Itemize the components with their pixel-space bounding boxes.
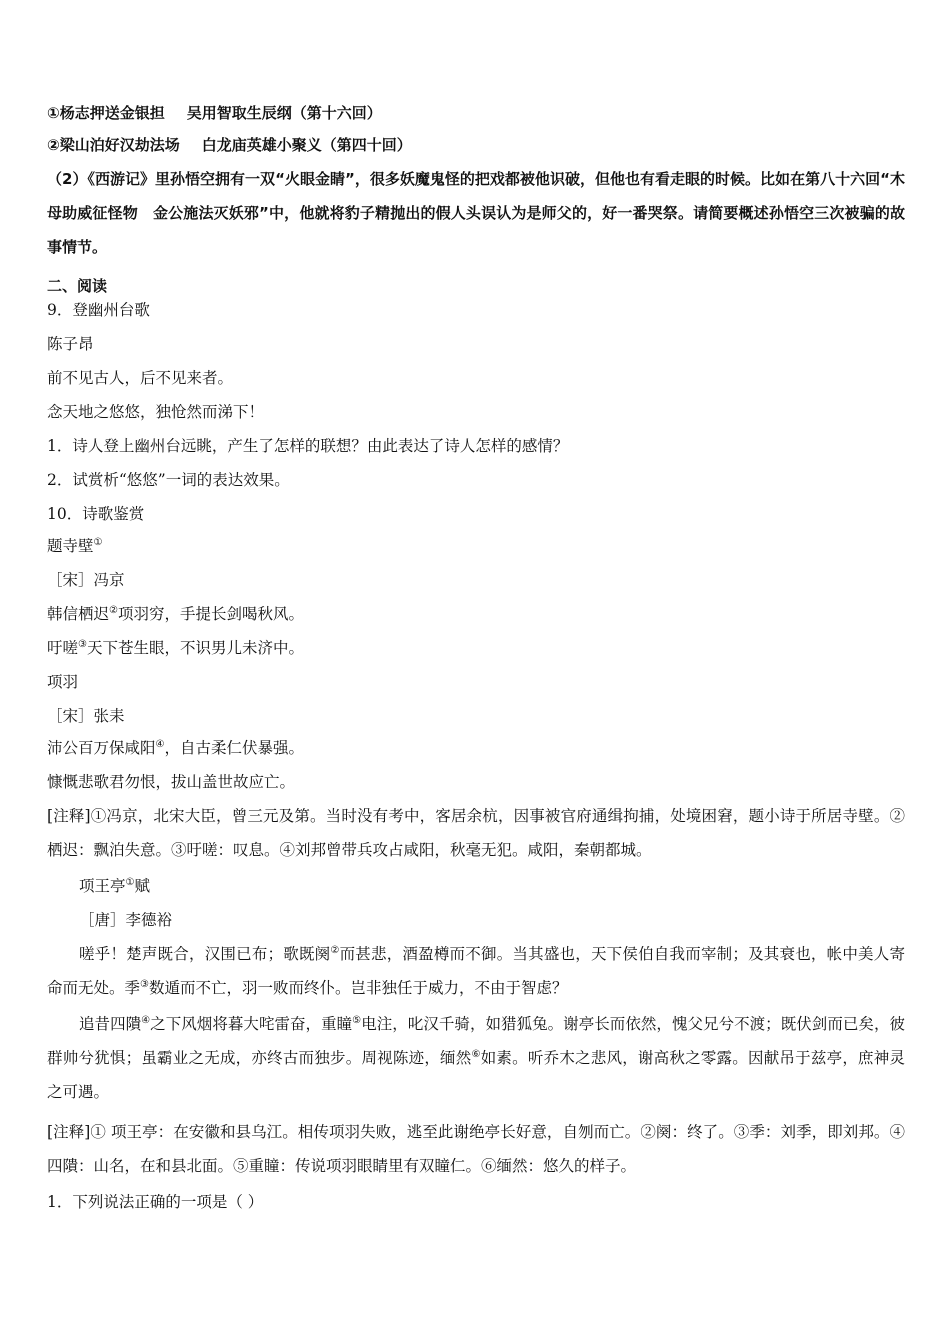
item-1-part-b: 吴用智取生辰纲（第十六回） (186, 104, 382, 122)
fu-notes: [注释]① 项王亭：在安徽和县乌江。相传项羽失败，逃至此谢绝亭长好意，自刎而亡。②阕：终了。③季：刘季，即刘邦。④四隤：山名，在和县北面。⑤重瞳：传说项羽眼睛里有双瞳仁。⑥缅然：悠久的样子。 (47, 1123, 905, 1175)
mingzhu-item-2 (47, 128, 906, 162)
poem2-line-1-b: ，自古柔仁伏暴强。 (164, 739, 304, 757)
poem1-line-1-a: 韩信栖迟 (47, 605, 110, 623)
fu-title (79, 869, 906, 903)
footnote-marker: ① (125, 877, 135, 888)
footnote-marker: ④ (155, 739, 165, 750)
footnote-marker: ⑤ (352, 1015, 362, 1026)
footnote-marker: ⑥ (471, 1049, 481, 1060)
item-1-part-a: ①杨志押送金银担 (47, 104, 165, 122)
footnote-marker: ② (330, 945, 340, 956)
poem1-author: ［宋］冯京 (47, 571, 125, 589)
poem2-line-1-a: 沛公百万保咸阳 (47, 739, 156, 757)
poem-notes: [注释]①冯京，北宋大臣，曾三元及第。当时没有考中，客居余杭，因事被官府通缉拘捕，处境困窘，题小诗于所居寺壁。②栖迟：飘泊失意。③吁嗟：叹息。④刘邦曾带兵攻占咸阳，秋毫无犯。咸阳，秦朝都城。 (47, 807, 905, 859)
footnote-marker: ③ (78, 639, 87, 650)
section-heading-reading: 二、阅读 (47, 277, 108, 295)
poem1-line-2-b: 天下苍生眼，不识男儿未济中。 (86, 639, 304, 657)
q9-subquestion-1: 1．诗人登上幽州台远眺，产生了怎样的联想？由此表达了诗人怎样的感情？ (47, 437, 569, 455)
poem1-title (47, 529, 906, 563)
poem1-title-text: 题寺壁 (47, 537, 94, 555)
fu-p1-c: 数遁而不亡，羽一败而终仆。岂非独任于威力，不由于智虑？ (148, 979, 568, 997)
fu-paragraph-2 (47, 1007, 905, 1109)
poem2-line-1 (47, 731, 906, 765)
footnote-marker: ④ (141, 1015, 151, 1026)
q10-subquestion-1: 1．下列说法正确的一项是（ ） (47, 1193, 264, 1211)
q9-subquestion-2: 2．试赏析“悠悠”一词的表达效果。 (47, 471, 290, 489)
item-2-part-a: ②梁山泊好汉劫法场 (47, 136, 180, 154)
fu-author: ［唐］李德裕 (79, 911, 173, 929)
fu-p2-a: 追昔四隤 (79, 1015, 142, 1033)
poem2-title: 项羽 (47, 673, 79, 691)
fu-p1-a: 嗟乎！楚声既合，汉围已布；歌既阕 (79, 945, 331, 963)
q9-poem-line-1: 前不见古人，后不见来者。 (47, 369, 234, 387)
q9-author: 陈子昂 (47, 335, 94, 353)
fu-p1-b: 而甚悲，酒盈樽而不御。当其盛也，天下侯伯自我而宰制；及其衰也，帐中美人寄命而无处。季 (47, 945, 905, 997)
q9-poem-line-2: 念天地之悠悠，独怆然而涕下！ (47, 403, 265, 421)
fu-p2-d: 如素。听乔木之悲风，谢高秋之零露。因献吊于兹亭，庶神灵之可遇。 (47, 1049, 905, 1101)
poem1-line-1 (47, 597, 906, 631)
fu-paragraph-1 (47, 937, 905, 1005)
poem2-author: ［宋］张耒 (47, 707, 125, 725)
q9-title: 9．登幽州台歌 (47, 301, 150, 319)
mingzhu-item-1 (47, 96, 906, 130)
poem1-line-2-a: 吁嗟 (47, 639, 79, 657)
fu-title-b: 赋 (134, 877, 150, 895)
q10-title: 10．诗歌鉴赏 (47, 505, 145, 523)
fu-p2-c: 电注，叱汉千骑，如猎狐兔。谢亭长而依然，愧父兄兮不渡；既伏剑而已矣，彼群帅兮犹惧；虽霸业之无成，亦终古而独步。周视陈迹，缅然 (47, 1015, 905, 1067)
footnote-marker: ① (93, 537, 103, 548)
fu-title-a: 项王亭 (79, 877, 126, 895)
xiyouji-question: （2）《西游记》里孙悟空拥有一双“火眼金睛”，很多妖魔鬼怪的把戏都被他识破，但他也有看走眼的时候。比如在第八十六回“木母助威征怪物 金公施法灭妖邪”中，他就将豹子精抛出的假人头误认为是师父的，好一番哭祭。请简要概述孙悟空三次被骗的故事情节。 (47, 170, 905, 256)
poem2-line-2: 慷慨悲歌君勿恨，拔山盖世故应亡。 (47, 773, 296, 791)
footnote-marker: ③ (140, 979, 149, 990)
item-2-part-b: 白龙庙英雄小聚义（第四十回） (201, 136, 412, 154)
fu-p2-b: 之下风烟将暮大咤雷奋，重瞳 (150, 1015, 353, 1033)
poem1-line-1-b: 项羽穷，手提长剑喝秋风。 (117, 605, 304, 623)
footnote-marker: ② (109, 605, 118, 616)
poem1-line-2 (47, 631, 906, 665)
